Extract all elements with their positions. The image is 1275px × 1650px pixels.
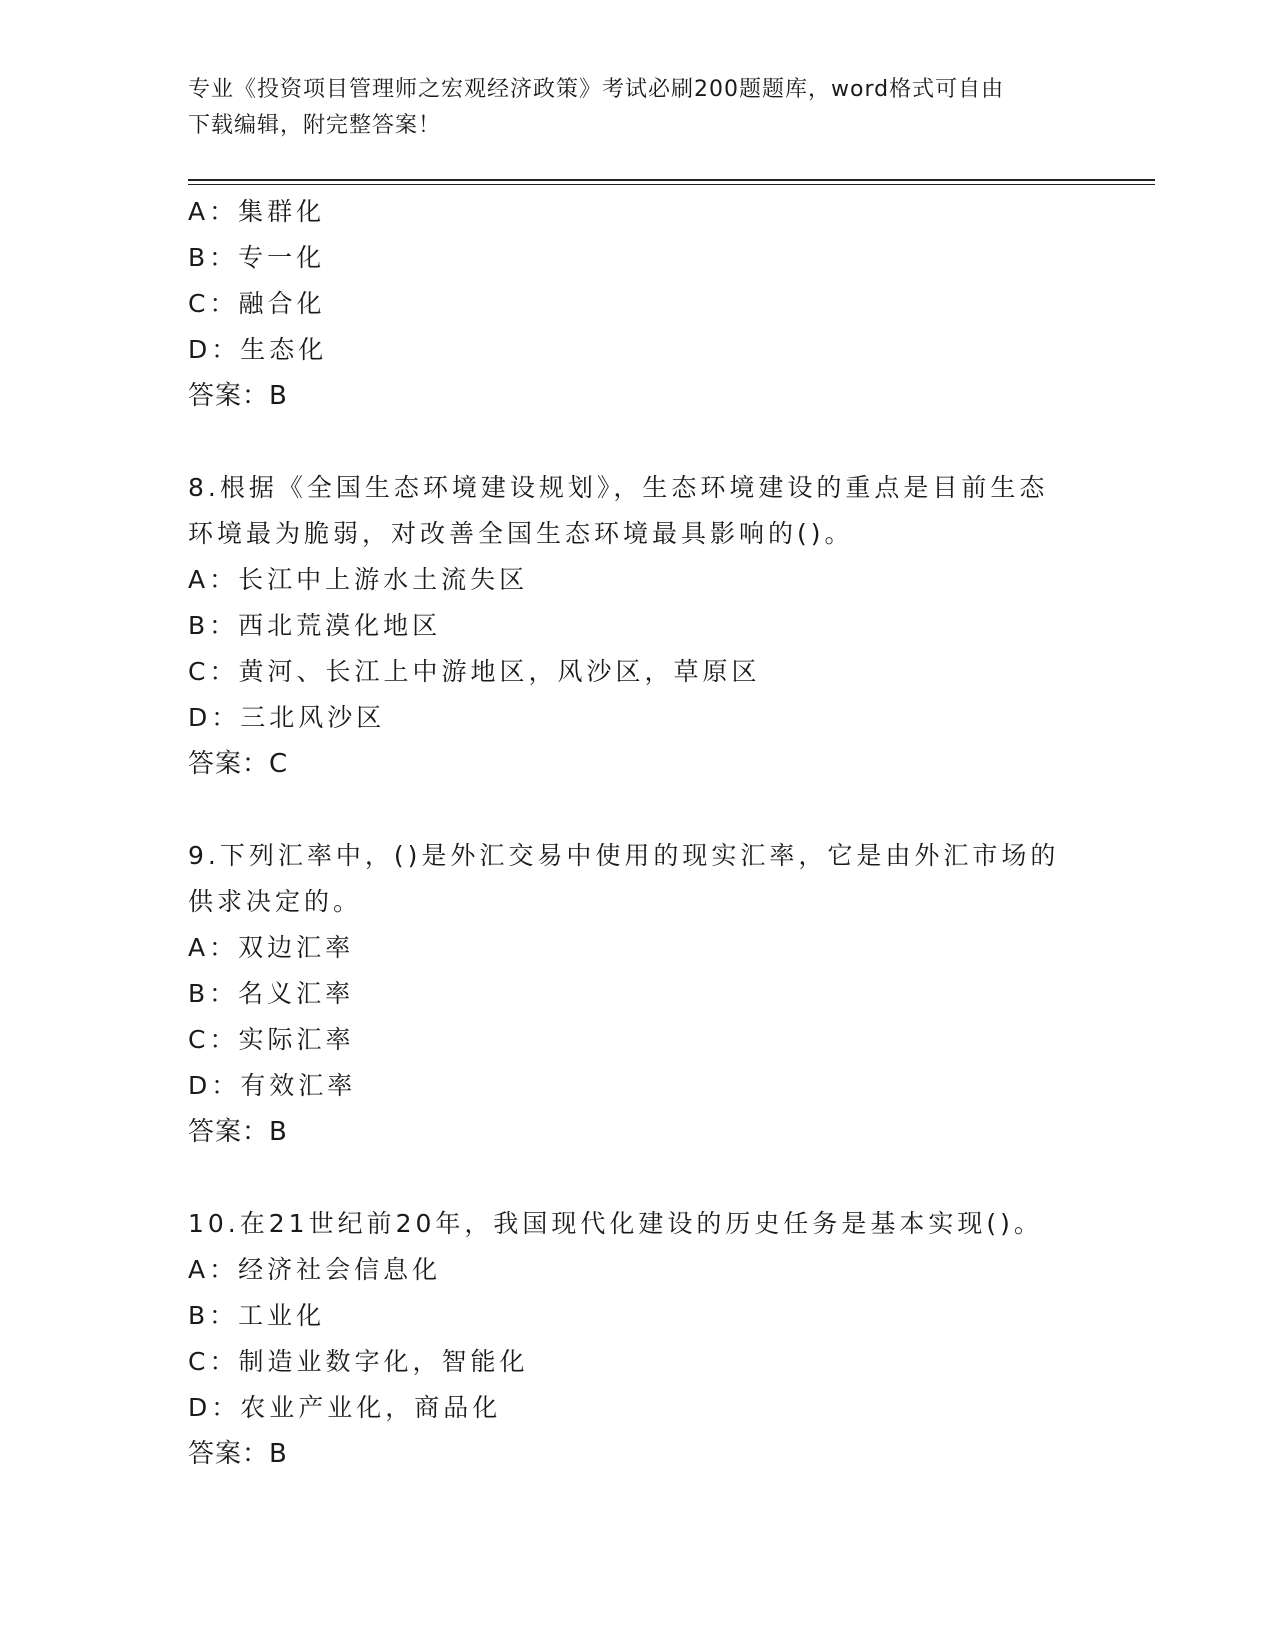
question-stem-line-1: 10.在21世纪前20年，我国现代化建设的历史任务是基本实现()。	[188, 1209, 1043, 1238]
option-c: C：黄河、长江上中游地区，风沙区，草原区	[188, 657, 761, 686]
option-a: A：集群化	[188, 197, 326, 226]
option-c: C：融合化	[188, 289, 326, 318]
header-divider-thin	[188, 184, 1155, 185]
answer-line: 答案：B	[188, 1117, 288, 1147]
option-b: B：工业化	[188, 1301, 326, 1330]
option-b: B：西北荒漠化地区	[188, 611, 442, 640]
option-b: B：专一化	[188, 243, 326, 272]
header-title-line-2: 下载编辑，附完整答案！	[188, 113, 442, 138]
spacer	[188, 1155, 1088, 1201]
question-8	[188, 465, 1088, 787]
answer-line: 答案：C	[188, 749, 289, 779]
answer-line: 答案：B	[188, 381, 288, 411]
question-10	[188, 1201, 1088, 1477]
question-list	[188, 189, 1088, 1477]
option-c: C：制造业数字化，智能化	[188, 1347, 529, 1376]
question-9	[188, 833, 1088, 1155]
header-divider-thick	[188, 179, 1155, 181]
option-a: A：经济社会信息化	[188, 1255, 442, 1284]
question-7	[188, 189, 1088, 419]
question-stem-line-1: 9.下列汇率中，()是外汇交易中使用的现实汇率，它是由外汇市场的	[188, 841, 1060, 870]
document-header	[188, 72, 1068, 144]
question-stem-line-2: 供求决定的。	[188, 887, 363, 916]
option-c: C：实际汇率	[188, 1025, 355, 1054]
option-d: D：农业产业化，商品化	[188, 1393, 502, 1422]
option-a: A：双边汇率	[188, 933, 355, 962]
option-a: A：长江中上游水土流失区	[188, 565, 529, 594]
question-stem-line-2: 环境最为脆弱，对改善全国生态环境最具影响的()。	[188, 519, 854, 548]
option-d: D：三北风沙区	[188, 703, 386, 732]
option-d: D：生态化	[188, 335, 328, 364]
answer-line: 答案：B	[188, 1439, 288, 1469]
spacer	[188, 419, 1088, 465]
spacer	[188, 787, 1088, 833]
question-stem-line-1: 8.根据《全国生态环境建设规划》，生态环境建设的重点是目前生态	[188, 473, 1049, 502]
option-b: B：名义汇率	[188, 979, 355, 1008]
header-title-line-1: 专业《投资项目管理师之宏观经济政策》考试必刷200题题库，word格式可自由	[188, 77, 1005, 102]
option-d: D：有效汇率	[188, 1071, 357, 1100]
